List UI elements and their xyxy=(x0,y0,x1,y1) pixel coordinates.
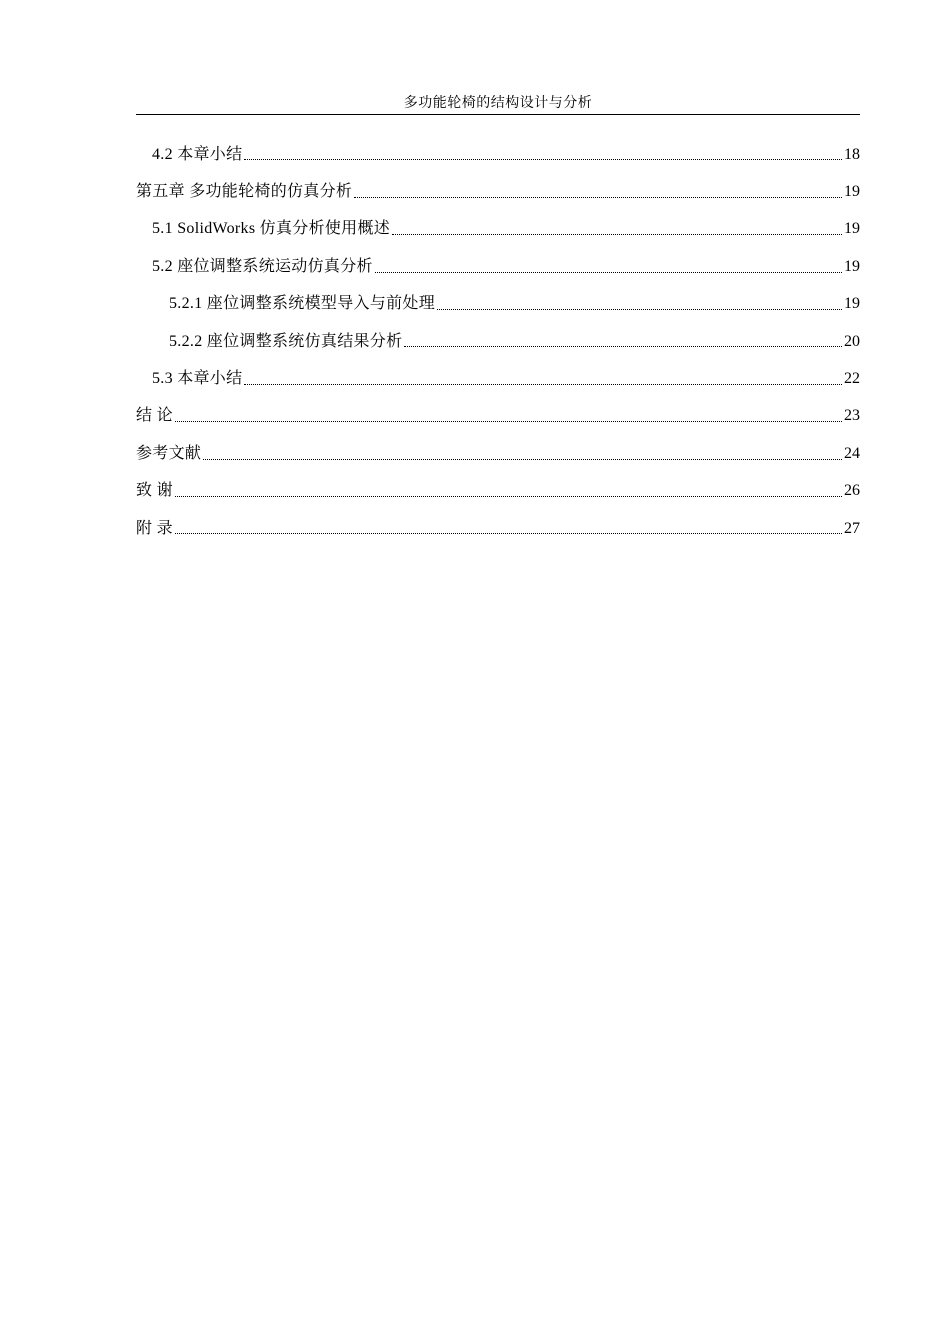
toc-dot-leader xyxy=(175,532,842,534)
toc-entry-5-1[interactable] xyxy=(136,211,860,248)
toc-entry-5-3[interactable] xyxy=(136,360,860,397)
toc-entry-references[interactable] xyxy=(136,435,860,472)
toc-entry-page: 27 xyxy=(844,519,860,537)
toc-entry-label: 5.2.2 座位调整系统仿真结果分析 xyxy=(169,332,403,350)
toc-entry-page: 19 xyxy=(844,295,860,313)
toc-entry-page: 18 xyxy=(844,145,860,163)
toc-entry-page: 19 xyxy=(844,257,860,275)
toc-entry-page: 19 xyxy=(844,183,860,201)
toc-entry-label: 5.2 座位调整系统运动仿真分析 xyxy=(152,257,373,275)
toc-dot-leader xyxy=(203,458,842,460)
toc-entry-page: 26 xyxy=(844,482,860,500)
toc-entry-label: 5.1 SolidWorks 仿真分析使用概述 xyxy=(152,220,391,238)
toc-entry-label: 附 录 xyxy=(136,519,173,537)
toc-entry-page: 19 xyxy=(844,220,860,238)
toc-dot-leader xyxy=(244,158,842,160)
toc-entry-4-2[interactable] xyxy=(136,136,860,173)
toc-entry-appendix[interactable] xyxy=(136,510,860,547)
toc-entry-label: 4.2 本章小结 xyxy=(152,145,243,163)
toc-entry-page: 23 xyxy=(844,407,860,425)
toc-entry-label: 参考文献 xyxy=(136,444,202,462)
toc-entry-label: 第五章 多功能轮椅的仿真分析 xyxy=(136,183,353,201)
toc-entry-label: 5.3 本章小结 xyxy=(152,370,243,388)
toc-entry-page: 24 xyxy=(844,444,860,462)
toc-entry-5-2[interactable] xyxy=(136,248,860,285)
toc-entry-5-2-1[interactable] xyxy=(136,286,860,323)
toc-dot-leader xyxy=(175,495,842,497)
toc-entry-5-2-2[interactable] xyxy=(136,323,860,360)
toc-entry-label: 结 论 xyxy=(136,407,173,425)
toc-dot-leader xyxy=(392,233,842,235)
toc-dot-leader xyxy=(404,345,842,347)
toc-entry-page: 20 xyxy=(844,332,860,350)
toc-dot-leader xyxy=(375,271,842,273)
toc-dot-leader xyxy=(244,383,842,385)
page-header-title: 多功能轮椅的结构设计与分析 xyxy=(403,96,593,111)
page-header xyxy=(136,88,860,115)
toc-dot-leader xyxy=(175,420,842,422)
toc-entry-conclusion[interactable] xyxy=(136,398,860,435)
toc-entry-chapter-5[interactable] xyxy=(136,173,860,210)
toc-entry-acknowledgements[interactable] xyxy=(136,473,860,510)
toc-entry-label: 5.2.1 座位调整系统模型导入与前处理 xyxy=(169,295,436,313)
toc-dot-leader xyxy=(437,308,842,310)
toc-entry-label: 致 谢 xyxy=(136,482,173,500)
toc-dot-leader xyxy=(354,196,842,198)
table-of-contents xyxy=(136,136,860,547)
toc-entry-page: 22 xyxy=(844,370,860,388)
